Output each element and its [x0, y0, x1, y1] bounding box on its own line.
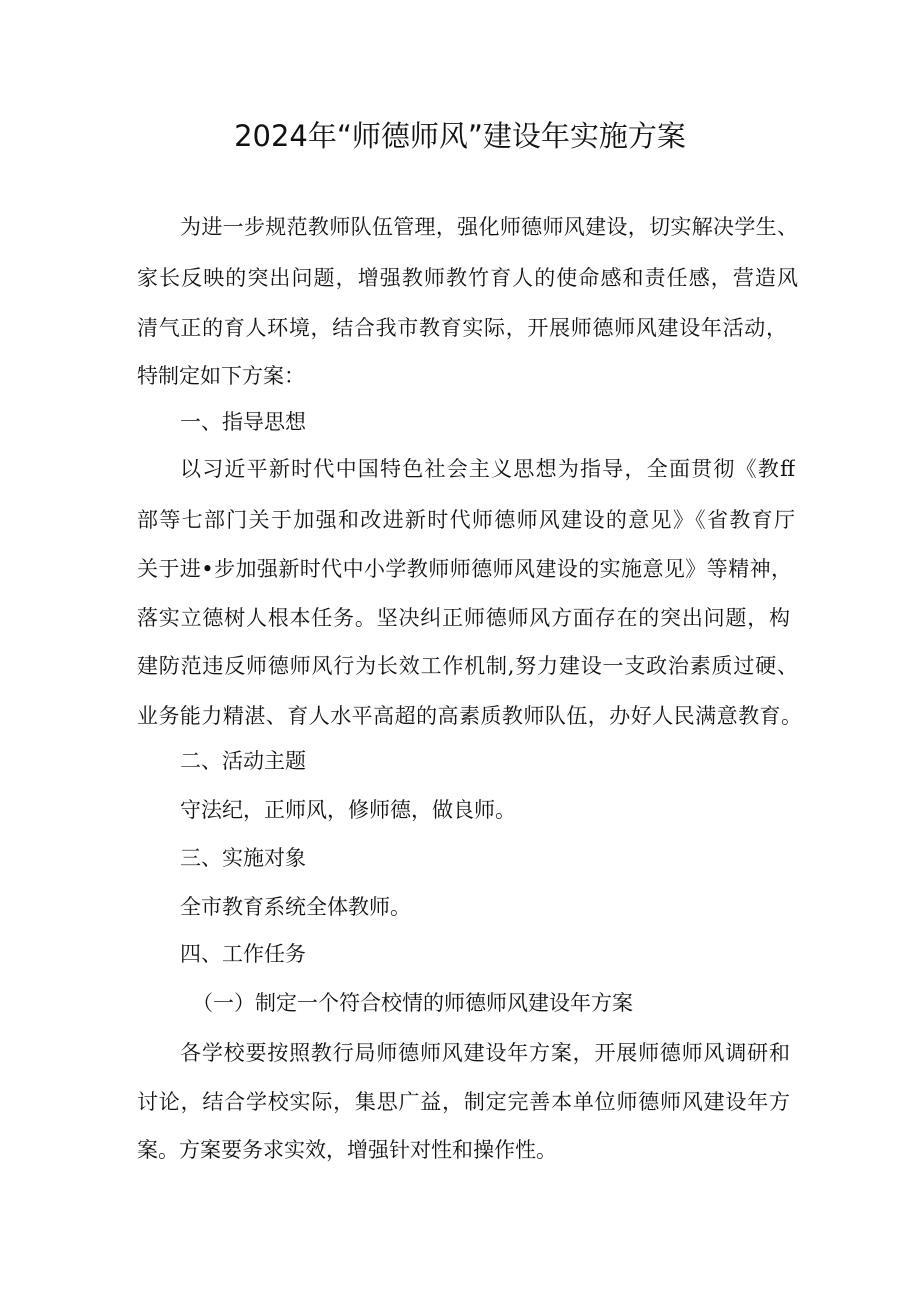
document-title: 2024年“师德师风”建设年实施方案 — [234, 119, 686, 153]
section-4-line-3: 案。方案要务求实效，增强针对性和操作性。 — [137, 1138, 557, 1162]
section-4-line-1: 各学校要按照教行局师德师风建设年方案，开展师德师风调研和 — [180, 1041, 790, 1065]
section-1-line-1: 以习近平新时代中国特色社会主义思想为指导，全面贯彻《教ff — [180, 457, 795, 481]
section-1-line-5: 建防范违反师德师风行为长效工作机制,努力建设一支政治素质过硬、 — [137, 654, 798, 678]
intro-line-2: 家长反映的突出问题，增强教师教竹育人的使命感和责任感，营造风 — [137, 266, 798, 290]
section-1-line-3: 关于进•步加强新时代中小学教师师德师风建设的实施意见》等精神， — [137, 557, 792, 581]
section-1-line-4: 落实立德树人根本任务。坚决纠正师德师风方面存在的突出问题，构 — [137, 606, 790, 630]
section-1-line-6: 业务能力精湛、育人水平高超的高素质教师队伍，办好人民满意教育。 — [137, 704, 802, 728]
intro-line-4: 特制定如下方案： — [137, 364, 305, 388]
section-heading-guiding-ideology: 一、指导思想 — [180, 410, 306, 434]
section-1-line-2: 部等七部门关于加强和改进新时代师德师风建设的意见》《省教育厅 — [137, 508, 795, 532]
section-2-line-1: 守法纪，正师风，修师德，做良师。 — [180, 798, 516, 822]
section-heading-activity-theme: 二、活动主题 — [180, 749, 306, 773]
section-heading-target-audience: 三、实施对象 — [180, 846, 306, 870]
intro-line-3: 清气正的育人环境，结合我市教育实际，开展师德师风建设年活动， — [137, 316, 787, 340]
section-3-line-1: 全市教育系统全体教师。 — [180, 895, 411, 919]
section-heading-work-tasks: 四、工作任务 — [180, 942, 306, 966]
section-4-line-2: 讨论，结合学校实际，集思广益，制定完善本单位师德师风建设年方 — [137, 1090, 790, 1114]
subsection-heading-1: （一）制定一个符合校情的师德师风建设年方案 — [192, 991, 633, 1015]
intro-line-1: 为进一步规范教师队伍管理，强化师德师风建设，切实解决学生、 — [180, 215, 798, 239]
